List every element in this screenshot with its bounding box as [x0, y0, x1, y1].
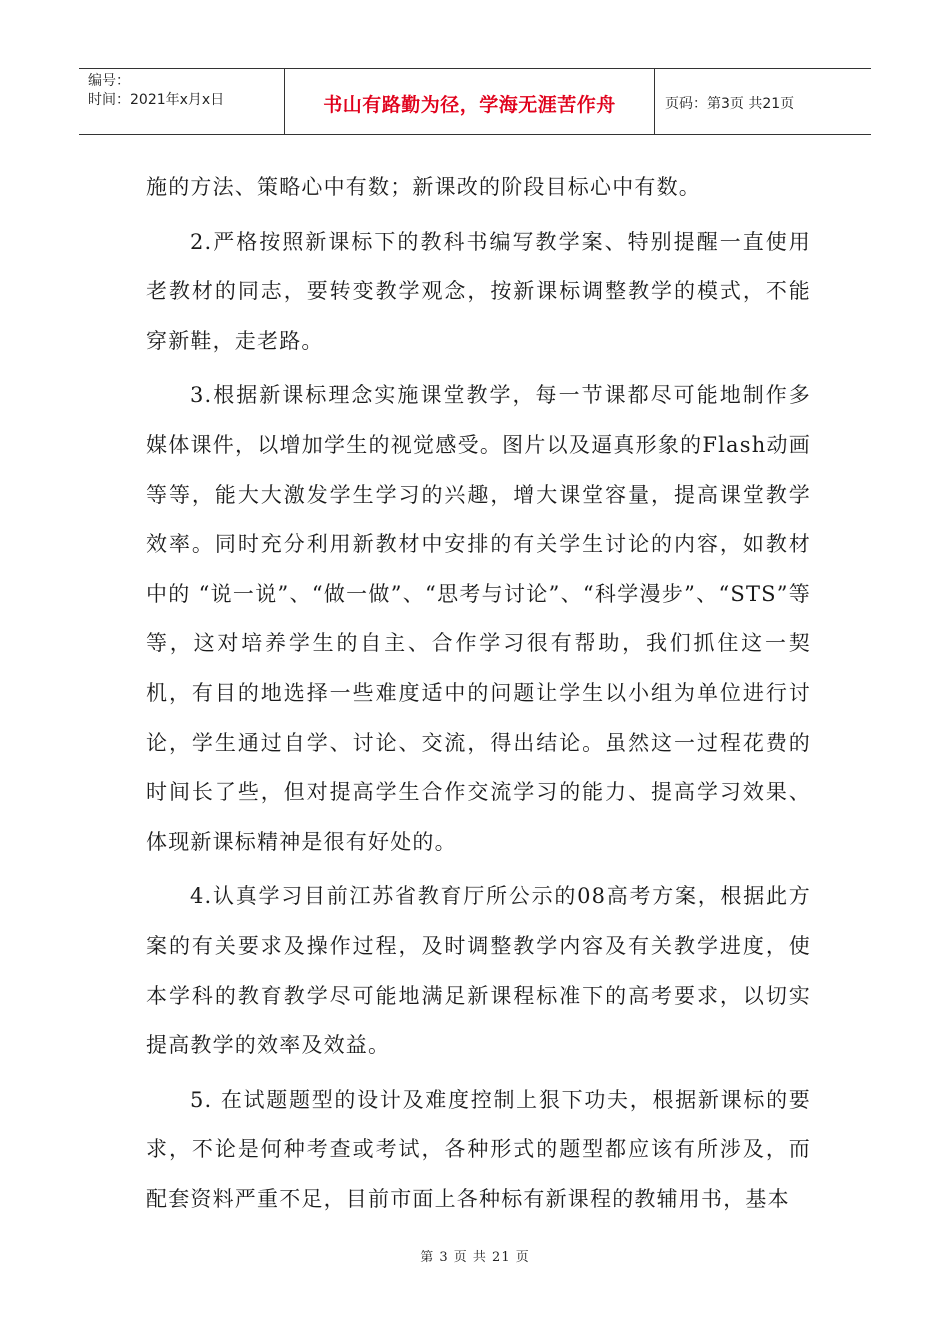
document-date-label: 时间：2021年x月x日: [88, 92, 225, 108]
paragraph-item-2: 2.严格按照新课标下的教科书编写教学案、特别提醒一直使用老教材的同志，要转变教学观念，按新课标调整教学的模式，不能穿新鞋，走老路。: [146, 229, 811, 353]
document-body: [146, 163, 811, 1224]
page-footer: 第 3 页 共 21 页: [420, 1250, 530, 1265]
page-header: [79, 68, 871, 135]
paragraph-continuation: 施的方法、策略心中有数；新课改的阶段目标心中有数。: [146, 175, 701, 199]
header-motto: 书山有路勤为径，学海无涯苦作舟: [323, 93, 616, 116]
document-number-label: 编号：: [88, 73, 130, 89]
paragraph-item-5: 5. 在试题题型的设计及难度控制上狠下功夫，根据新课标的要求，不论是何种考查或考试，各种形式的题型都应该有所涉及，而配套资料严重不足，目前市面上各种标有新课程的教辅用书，基本: [146, 1087, 811, 1211]
header-page-cell: [655, 69, 871, 134]
header-motto-cell: [284, 69, 655, 134]
paragraph-item-4: 4.认真学习目前江苏省教育厅所公示的08高考方案，根据此方案的有关要求及操作过程，及时调整教学内容及有关教学进度，使本学科的教育教学尽可能地满足新课程标准下的高考要求，以切实提高教学的效率及效益。: [146, 884, 811, 1058]
header-page-label: 页码：第3页 共21页: [665, 96, 795, 112]
header-meta: [79, 69, 284, 134]
paragraph-item-3: 3.根据新课标理念实施课堂教学，每一节课都尽可能地制作多媒体课件，以增加学生的视觉感受。图片以及逼真形象的Flash动画等等，能大大激发学生学习的兴趣，增大课堂容量，提高课堂教学效率。同时充分利用新教材中安排的有关学生讨论的内容，如教材中的 “说一说”、“做一做”、“思考与讨论”、“科学漫步”、“STS”等等，这对培养学生的自主、合作学习很有帮助，我们抓住这一契机，有目的地选择一些难度适中的问题让学生以小组为单位进行讨论，学生通过自学、讨论、交流，得出结论。虽然这一过程花费的时间长了些，但对提高学生合作交流学习的能力、提高学习效果、体现新课标精神是很有好处的。: [146, 383, 811, 854]
